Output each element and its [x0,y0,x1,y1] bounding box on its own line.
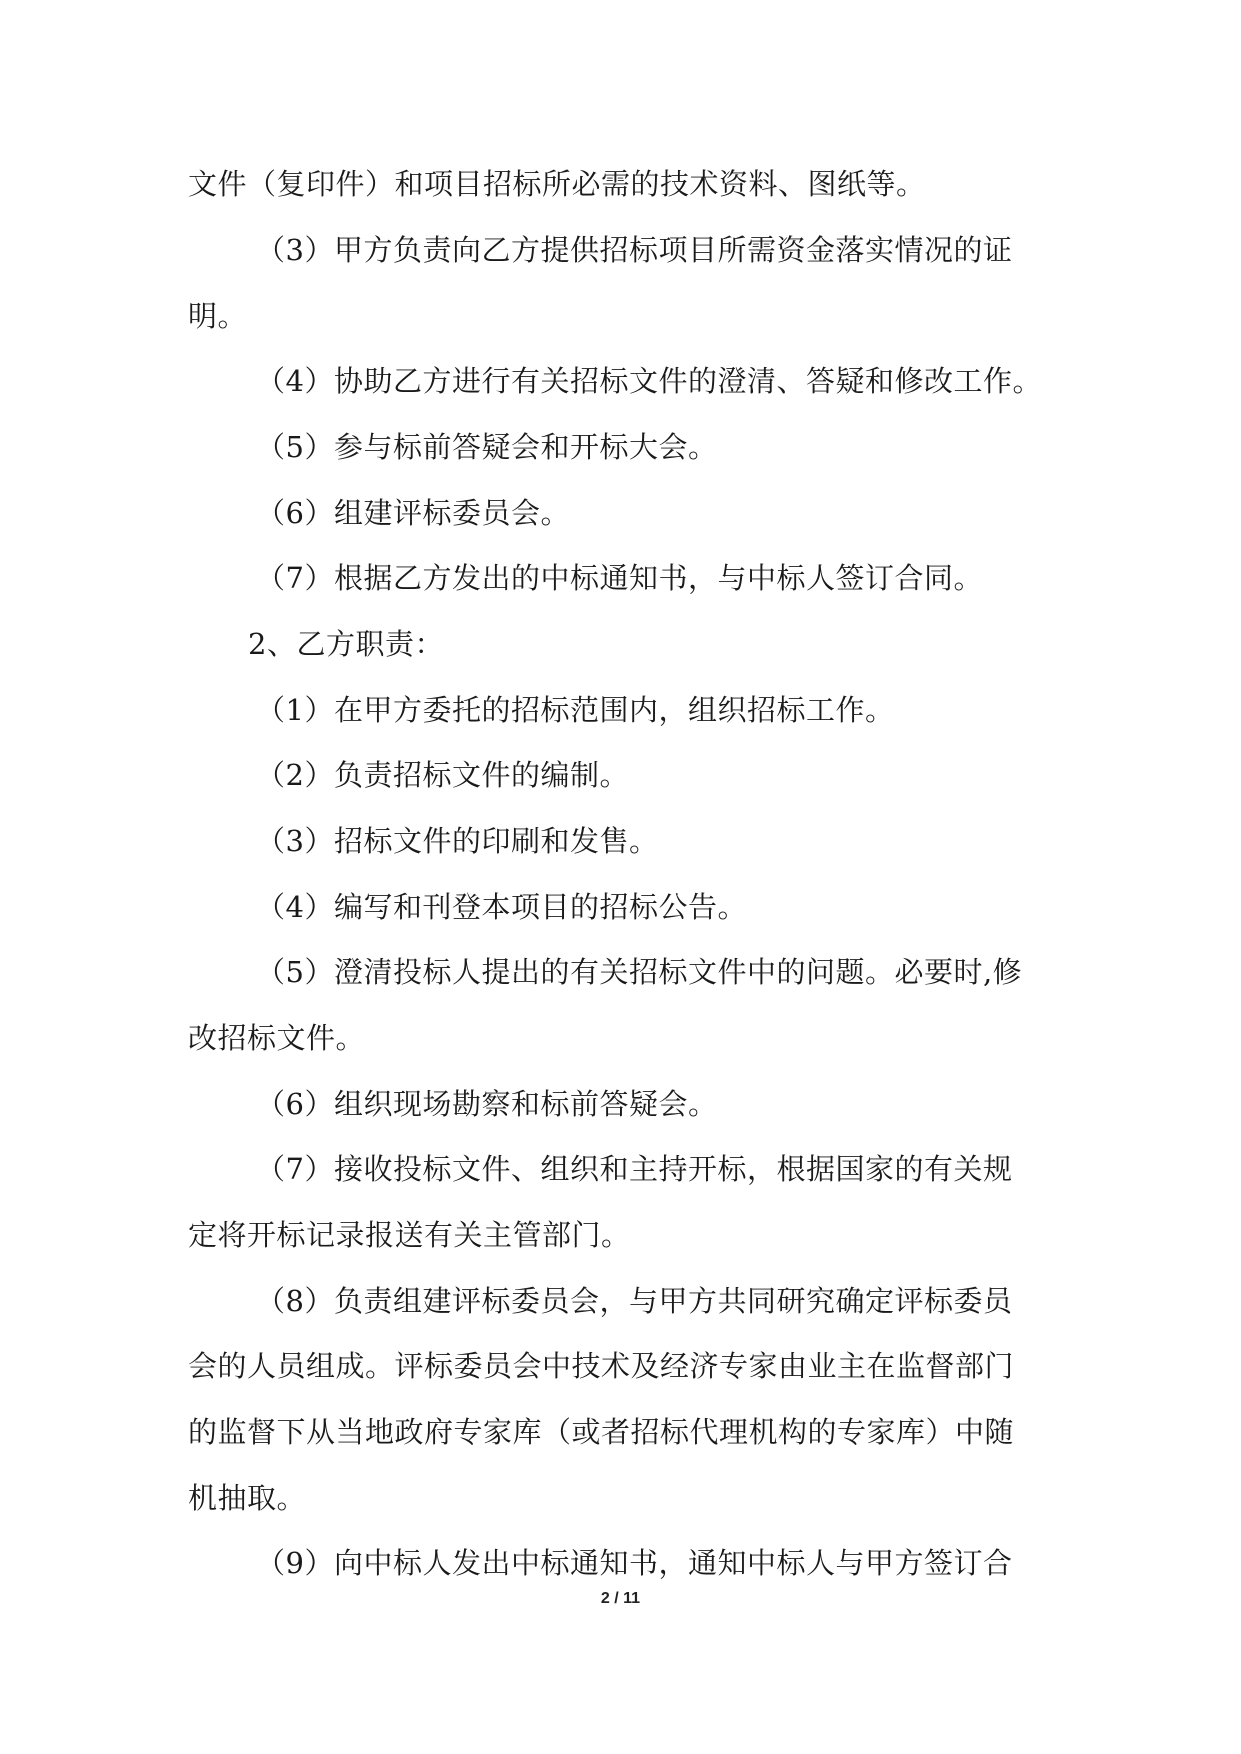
page-number: 2 / 11 [600,1590,641,1607]
paragraph-line: （5）澄清投标人提出的有关招标文件中的问题。必要时,修 [256,955,1023,989]
paragraph-line: 的监督下从当地政府专家库（或者招标代理机构的专家库）中随 [188,1415,1015,1449]
paragraph-line: （4）编写和刊登本项目的招标公告。 [256,890,747,924]
paragraph-line: （5）参与标前答疑会和开标大会。 [256,430,718,464]
paragraph-line: 机抽取。 [188,1481,307,1515]
paragraph-line: （6）组织现场勘察和标前答疑会。 [256,1087,718,1121]
section-heading: 2、乙方职责： [248,627,444,661]
paragraph-line: （2）负责招标文件的编制。 [256,758,629,792]
paragraph-line: 改招标文件。 [188,1021,366,1055]
paragraph-line: （1）在甲方委托的招标范围内，组织招标工作。 [256,693,895,727]
paragraph-line: （3）招标文件的印刷和发售。 [256,824,659,858]
paragraph-line: （4）协助乙方进行有关招标文件的澄清、答疑和修改工作。 [256,364,1042,398]
paragraph-line: 定将开标记录报送有关主管部门。 [188,1218,631,1252]
paragraph-line: （7）根据乙方发出的中标通知书，与中标人签订合同。 [256,561,983,595]
paragraph-line: 明。 [188,299,248,333]
paragraph-line: （9）向中标人发出中标通知书，通知中标人与甲方签订合 [256,1546,1013,1580]
paragraph-line: （7）接收投标文件、组织和主持开标，根据国家的有关规 [256,1152,1013,1186]
paragraph-line: （6）组建评标委员会。 [256,496,570,530]
paragraph-line: （3）甲方负责向乙方提供招标项目所需资金落实情况的证 [256,233,1013,267]
paragraph-line: （8）负责组建评标委员会，与甲方共同研究确定评标委员 [256,1284,1013,1318]
paragraph-line: 文件（复印件）和项目招标所必需的技术资料、图纸等。 [188,167,926,201]
paragraph-line: 会的人员组成。评标委员会中技术及经济专家由业主在监督部门 [188,1349,1015,1383]
